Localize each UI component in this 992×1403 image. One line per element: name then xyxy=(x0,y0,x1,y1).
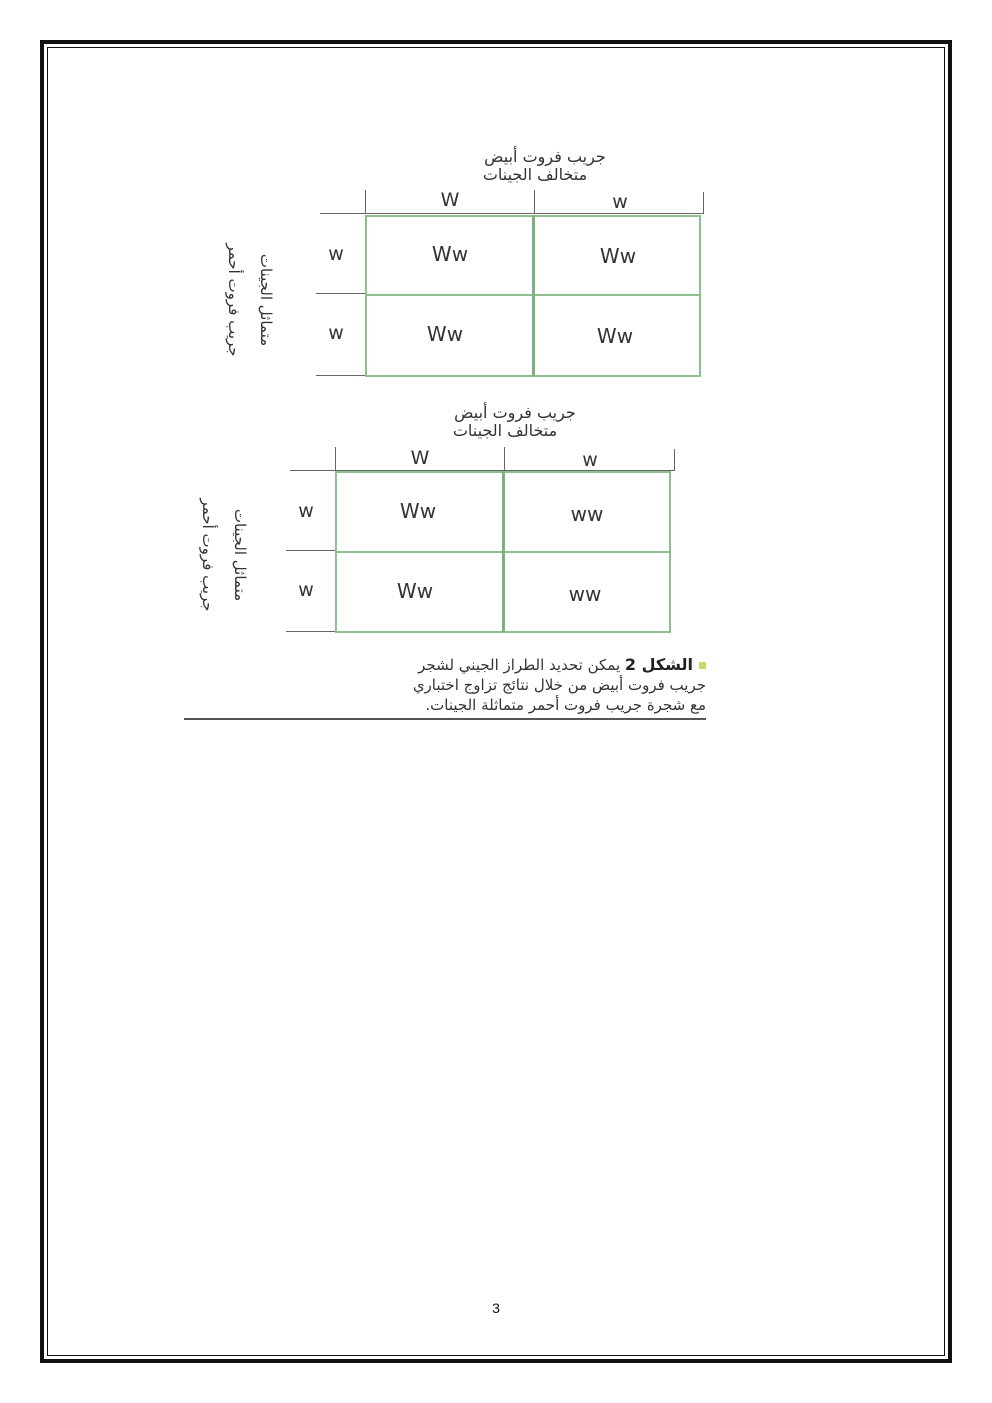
page-number: 3 xyxy=(492,1300,500,1316)
square-2-grid-left xyxy=(335,471,337,632)
square-2-side-label-line1: جريب فروت أحمر xyxy=(199,498,217,612)
square-2-grid-center xyxy=(502,471,505,632)
figure-caption xyxy=(184,655,706,715)
caption-rule xyxy=(184,718,706,720)
square-2-right-rule xyxy=(674,449,675,471)
square-2-side-label-line2: متماثل الجينات xyxy=(231,508,249,602)
square-1-mid-rule xyxy=(534,190,535,214)
square-1-cell-r2c1: Ww xyxy=(426,322,464,346)
square-1-bottom-rule xyxy=(316,375,366,376)
square-1-top-label-line2: متخالف الجينات xyxy=(482,165,588,184)
square-1-grid-left xyxy=(365,215,367,376)
square-2-cell-r2c2: ww xyxy=(568,582,602,606)
square-1-row-rule xyxy=(316,293,366,294)
square-1-col-allele-1: W xyxy=(440,189,460,211)
square-2-bottom-rule xyxy=(286,631,336,632)
square-1-col-allele-2: w xyxy=(612,191,628,213)
square-1-right-rule xyxy=(703,192,704,214)
square-1-grid-right xyxy=(699,215,701,376)
square-1-top-rule xyxy=(320,213,703,214)
square-1-row-allele-2: w xyxy=(328,322,344,344)
square-2-row-rule xyxy=(286,550,336,551)
square-1-cell-r2c2: Ww xyxy=(596,324,634,348)
square-1-grid-center xyxy=(532,215,535,376)
square-1-cell-r1c1: Ww xyxy=(431,242,469,266)
square-2-mid-rule xyxy=(504,447,505,471)
square-1-row-allele-1: w xyxy=(328,243,344,265)
square-1-cell-r1c2: Ww xyxy=(599,244,637,268)
square-2-cell-r1c2: ww xyxy=(570,502,604,526)
figure-label: الشكل 2 xyxy=(624,655,693,674)
square-2-row-allele-1: w xyxy=(298,500,314,522)
square-1-top-label-line1: جريب فروت أبيض xyxy=(484,147,606,166)
square-2-cell-r2c1: Ww xyxy=(396,579,434,603)
square-2-left-rule xyxy=(335,447,336,471)
square-2-top-label-line2: متخالف الجينات xyxy=(452,421,558,440)
caption-bullet-icon xyxy=(699,662,706,669)
square-2-col-allele-1: W xyxy=(410,447,430,469)
square-2-row-allele-2: w xyxy=(298,579,314,601)
square-1-side-label-line2: متماثل الجينات xyxy=(257,253,275,347)
square-2-top-label-line1: جريب فروت أبيض xyxy=(454,403,576,422)
caption-line-3: مع شجرة جريب فروت أحمر متماثلة الجينات. xyxy=(425,696,706,714)
square-2-grid-right xyxy=(669,471,671,632)
caption-text-1: يمكن تحديد الطراز الجيني لشجر xyxy=(418,656,621,674)
square-2-col-allele-2: w xyxy=(582,449,598,471)
caption-line-2: جريب فروت أبيض من خلال نتائج تزاوج اختباري xyxy=(412,676,706,694)
square-2-cell-r1c1: Ww xyxy=(399,499,437,523)
caption-line-1 xyxy=(184,655,706,675)
square-1-left-rule xyxy=(365,190,366,214)
square-1-side-label-line1: جريب فروت أحمر xyxy=(225,243,243,357)
